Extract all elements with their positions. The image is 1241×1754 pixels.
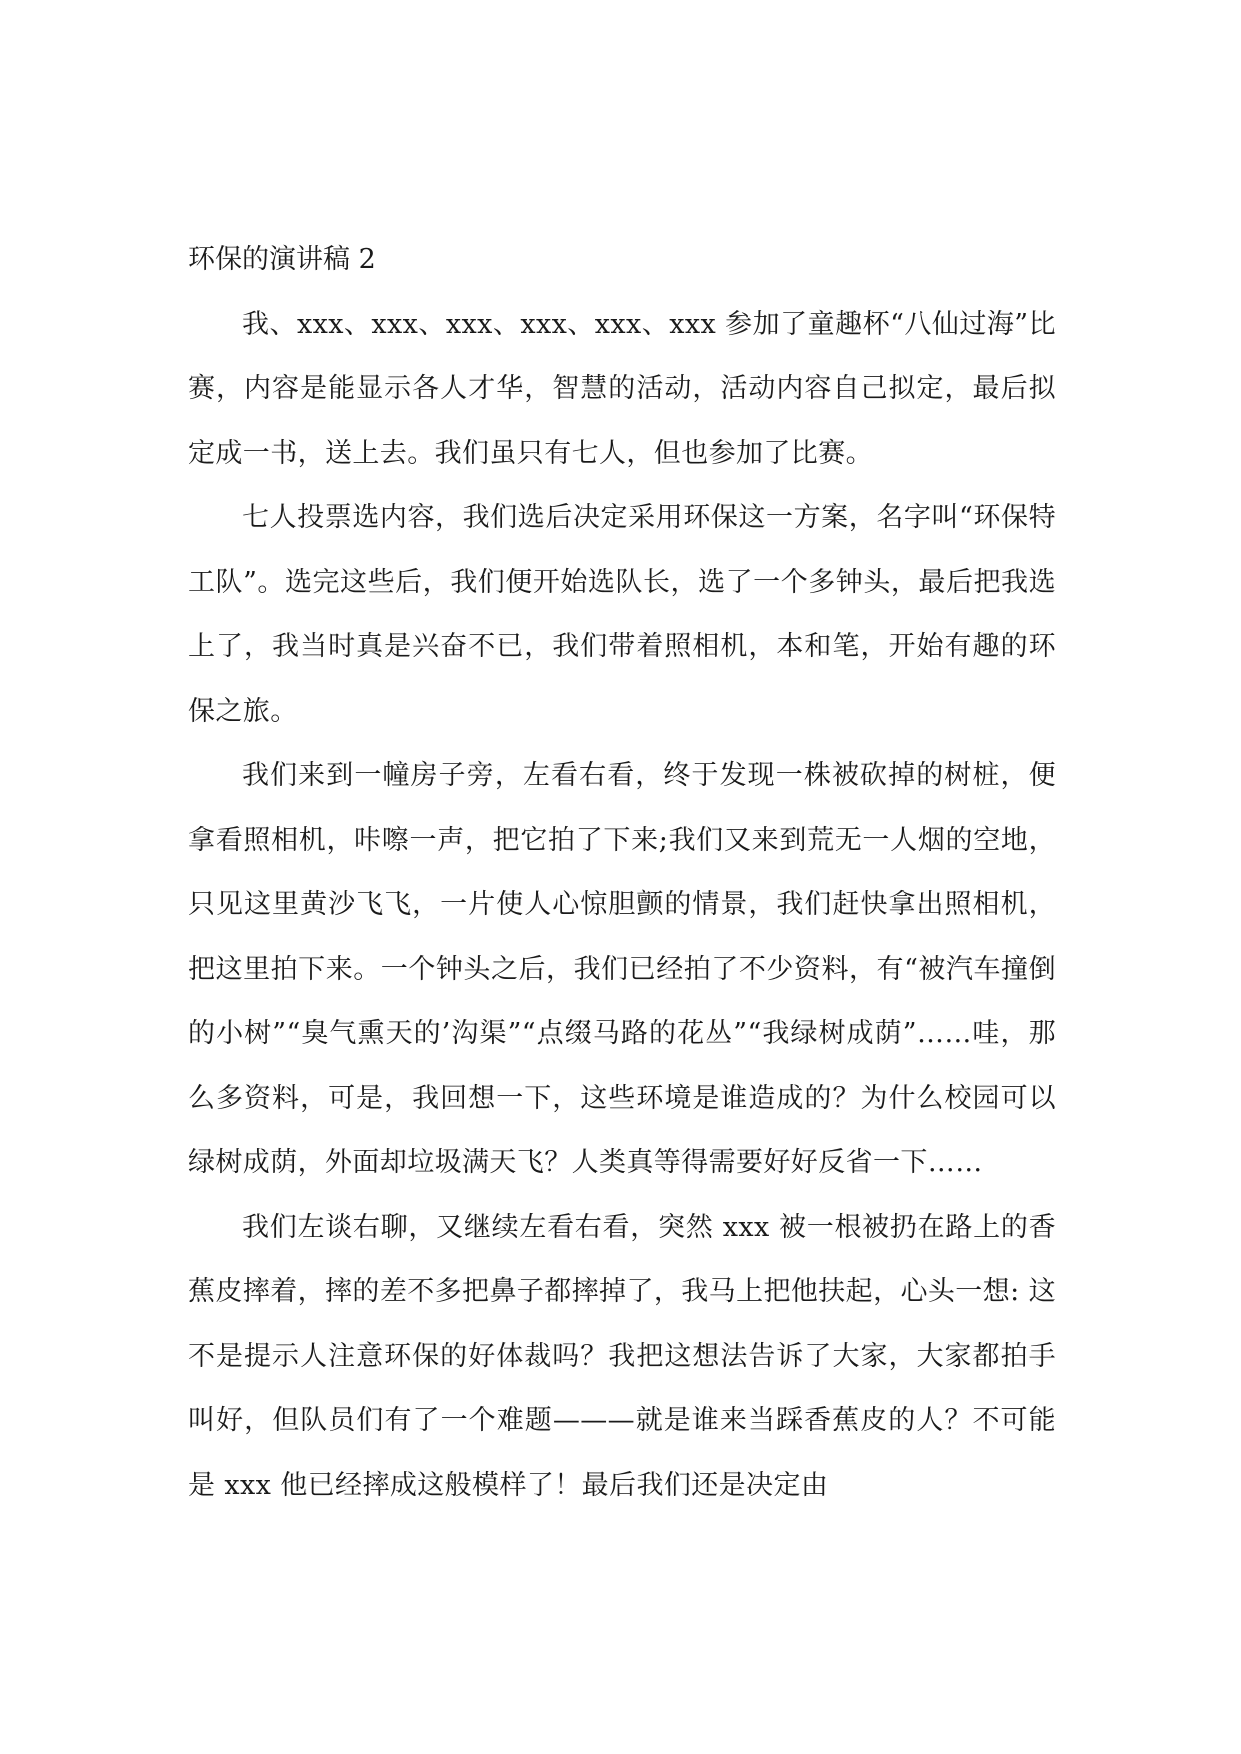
paragraph-2: 七人投票选内容，我们选后决定采用环保这一方案，名字叫“环保特工队”。选完这些后，我们便开始选队长，选了一个多钟头，最后把我选上了，我当时真是兴奋不已，我们带着照相机，本和笔，开始有趣的环保之旅。: [188, 502, 1056, 727]
paragraph-1: 我、xxx、xxx、xxx、xxx、xxx、xxx 参加了童趣杯“八仙过海”比赛，内容是能显示各人才华，智慧的活动，活动内容自己拟定，最后拟定成一书，送上去。我们虽只有七人，但也参加了比赛。: [188, 308, 1056, 469]
paragraph-4: 我们左谈右聊，又继续左看右看，突然 xxx 被一根被扔在路上的香蕉皮摔着，摔的差不多把鼻子都摔掉了，我马上把他扶起，心头一想: 这不是提示人注意环保的好体裁吗？我把这想法告诉了大家，大家都拍手叫好，但队员们有了一个难题———就是谁来当踩香蕉皮的人？不可能是 xxx 他已经摔成这般模样了！最后我们还是决定由: [188, 1211, 1056, 1501]
paragraph-3: 我们来到一幢房子旁，左看右看，终于发现一株被砍掉的树桩，便拿看照相机，咔嚓一声，把它拍了下来;我们又来到荒无一人烟的空地，只见这里黄沙飞飞，一片使人心惊胆颤的情景，我们赶快拿出照相机，把这里拍下来。一个钟头之后，我们已经拍了不少资料，有“被汽车撞倒的小树”“臭气熏天的’沟渠”“点缀马路的花丛”“我绿树成荫”……哇，那么多资料，可是，我回想一下，这些环境是谁造成的？为什么校园可以绿树成荫，外面却垃圾满天飞？人类真等得需要好好反省一下……: [188, 760, 1056, 1178]
document-title: 环保的演讲稿 2: [188, 244, 376, 275]
document-body: [188, 228, 1056, 1518]
